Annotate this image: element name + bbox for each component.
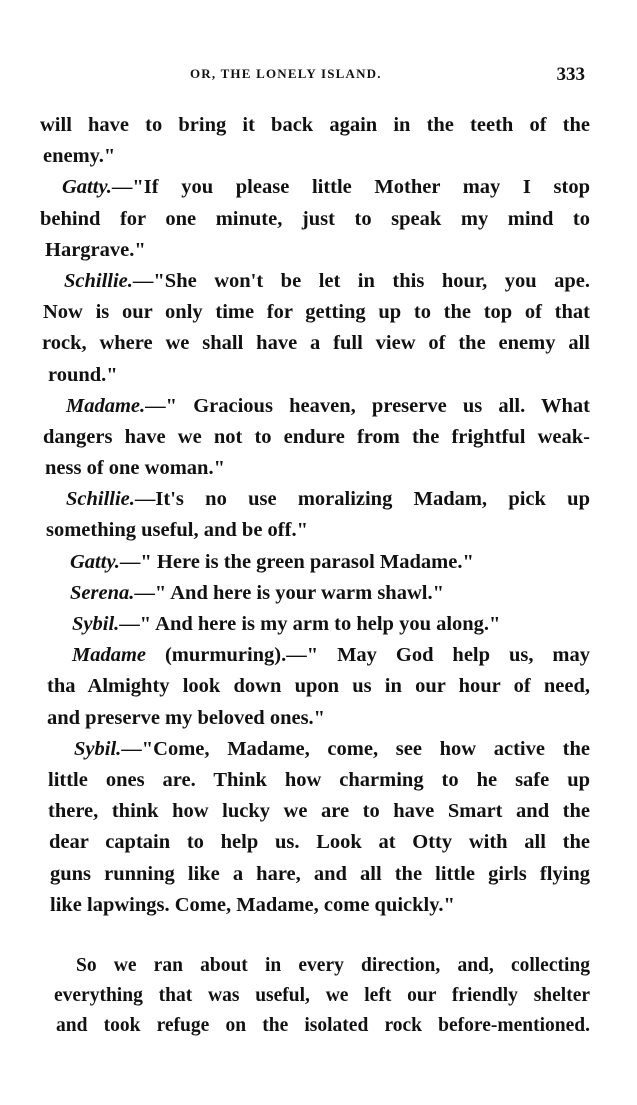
line-text: Hargrave." [45,238,146,261]
line-text: —" And here is my arm to help you along." [119,613,501,635]
text-line [40,360,590,391]
line-text: like lapwings. Come, Madame, come quickly." [50,893,455,916]
speaker-name: Gatty. [62,176,112,199]
text-line [40,110,590,141]
text-line: and took refuge on the isolated rock before-mentioned. [56,1014,590,1036]
dialogue-text [40,110,590,1041]
text-line [40,484,590,515]
text-line [40,515,590,546]
closing-paragraph [40,951,590,1041]
line-text: will have to bring it back again in the teeth of the [40,114,590,136]
text-line [40,172,590,203]
text-line [40,765,590,796]
speaker-name: Sybil. [74,737,122,760]
running-title: OR, THE LONELY ISLAND. [190,66,382,81]
speaker-name: Schillie. [66,488,135,511]
line-text: —"Come, Madame, come, see how active the [121,737,590,760]
text-line [40,890,590,921]
text-line [40,328,590,359]
line-text: there, think how lucky we are to have Smart and the [48,800,590,823]
text-line [40,204,590,235]
text-line [40,266,590,297]
text-line [40,703,590,734]
line-text: tha Almighty look down upon us in our hour of need, [47,675,590,698]
text-line [40,391,590,422]
line-text: dear captain to help us. Look at Otty with all the [49,831,590,854]
text-line [40,734,590,765]
line-text: —" And here is your warm shawl." [134,581,444,604]
speaker-name: Schillie. [64,269,133,292]
text-line [40,859,590,890]
line-text: dangers have we not to endure from the frightful weak- [43,425,590,448]
line-text: —" Gracious heaven, preserve us all. What [145,394,590,417]
line-text: Now is our only time for getting up to the top of that [43,301,590,324]
line-text: —It's no use moralizing Madam, pick up [134,488,590,511]
line-text: and preserve my beloved ones." [47,706,326,729]
text-line [40,453,590,484]
text-line [40,578,590,609]
line-text: (murmuring).—" May God help us, may [146,644,590,667]
speaker-name: Madame [72,644,147,667]
line-text: something useful, and be off." [46,519,308,542]
text-line [40,297,590,328]
line-text: ness of one woman." [45,457,225,480]
text-line [40,640,590,671]
speaker-name: Serena. [70,581,135,604]
speaker-name: Gatty. [70,550,120,573]
text-line [40,141,590,172]
text-line [40,796,590,827]
line-text: —"If you please little Mother may I stop [111,176,590,199]
speaker-name: Madame. [66,394,146,417]
line-text: —" Here is the green parasol Madame." [119,550,474,573]
line-text: round." [48,363,118,386]
line-text: behind for one minute, just to speak my mind to [40,207,590,230]
text-line [40,671,590,702]
line-text: rock, where we shall have a full view of the enemy all [42,332,590,355]
line-text: little ones are. Think how charming to he safe up [48,768,590,791]
speaker-name: Sybil. [72,613,120,635]
text-line [40,547,590,578]
text-line [40,609,590,640]
running-head [40,64,585,88]
line-text: guns running like a hare, and all the little girls flying [50,862,590,885]
text-line [40,422,590,453]
page-number: 333 [556,64,585,85]
line-text: —"She won't be let in this hour, you ape. [132,269,590,292]
text-line: everything that was useful, we left our friendly shelter [54,984,590,1006]
line-text: enemy." [43,145,116,168]
text-line: So we ran about in every direction, and, collecting [76,954,590,976]
text-line [40,235,590,266]
paragraph-gap [40,921,590,951]
text-line [40,827,590,858]
